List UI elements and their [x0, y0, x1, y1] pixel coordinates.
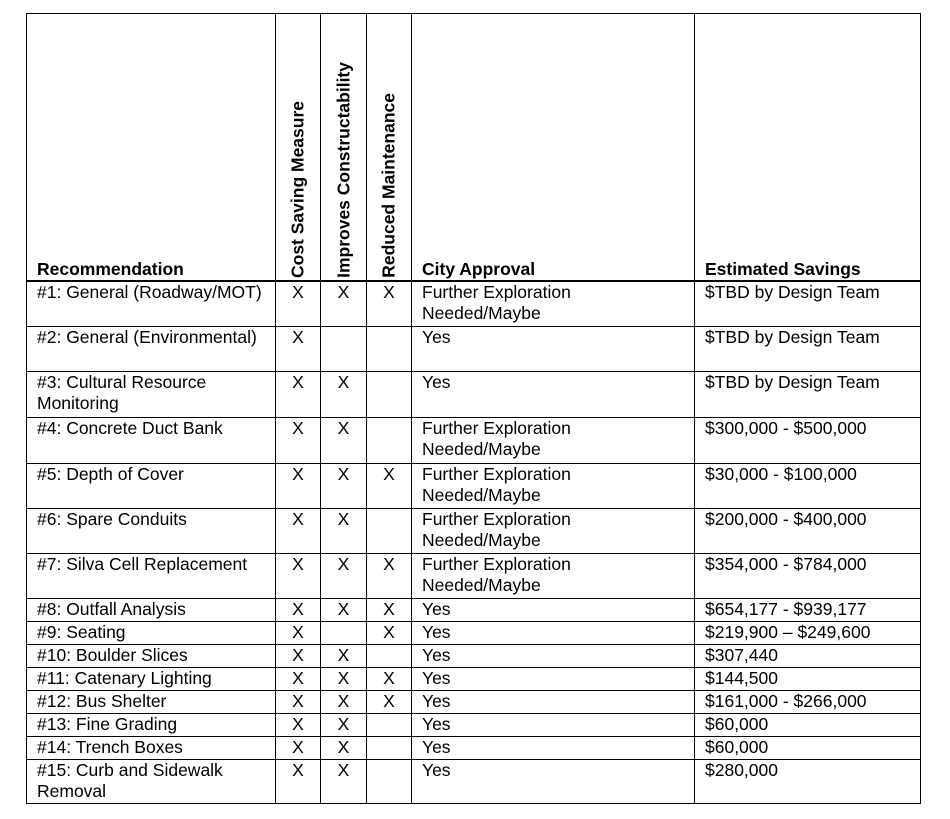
constructability-cell: X: [321, 464, 367, 509]
maintenance-cell: X: [367, 691, 412, 714]
city-approval-cell: Yes: [412, 691, 695, 714]
table-row: [27, 737, 921, 760]
table-row: [27, 464, 921, 509]
estimated-savings-cell: $161,000 - $266,000: [695, 691, 921, 714]
constructability-cell: X: [321, 737, 367, 760]
estimated-savings-cell: $300,000 - $500,000: [695, 418, 921, 464]
city-approval-cell: Further Exploration Needed/Maybe: [412, 509, 695, 554]
city-approval-cell: Yes: [412, 622, 695, 645]
cost-saving-cell: X: [276, 464, 321, 509]
city-approval-cell: Yes: [412, 737, 695, 760]
estimated-savings-cell: $60,000: [695, 737, 921, 760]
table-row: [27, 691, 921, 714]
header-cost-saving: [276, 14, 321, 281]
header-maintenance-label: Reduced Maintenance: [378, 92, 399, 278]
recommendation-cell: #2: General (Environmental): [27, 327, 276, 372]
table-row: [27, 599, 921, 622]
maintenance-cell: X: [367, 668, 412, 691]
recommendation-cell: #12: Bus Shelter: [27, 691, 276, 714]
header-constructability: [321, 14, 367, 281]
recommendation-cell: #7: Silva Cell Replacement: [27, 554, 276, 599]
estimated-savings-cell: $654,177 - $939,177: [695, 599, 921, 622]
estimated-savings-cell: $TBD by Design Team: [695, 281, 921, 327]
header-recommendation: Recommendation: [27, 14, 276, 281]
table-body: [27, 281, 921, 804]
cost-saving-cell: X: [276, 668, 321, 691]
header-maintenance: [367, 14, 412, 281]
cost-saving-cell: X: [276, 714, 321, 737]
estimated-savings-cell: $219,900 – $249,600: [695, 622, 921, 645]
constructability-cell: X: [321, 714, 367, 737]
city-approval-cell: Yes: [412, 372, 695, 418]
maintenance-cell: X: [367, 464, 412, 509]
maintenance-cell: [367, 372, 412, 418]
header-estimated-savings: Estimated Savings: [695, 14, 921, 281]
estimated-savings-cell: $TBD by Design Team: [695, 327, 921, 372]
constructability-cell: X: [321, 418, 367, 464]
header-cost-saving-label: Cost Saving Measure: [287, 100, 308, 278]
estimated-savings-cell: $354,000 - $784,000: [695, 554, 921, 599]
recommendations-table: [26, 13, 921, 804]
estimated-savings-cell: $30,000 - $100,000: [695, 464, 921, 509]
cost-saving-cell: X: [276, 622, 321, 645]
maintenance-cell: X: [367, 599, 412, 622]
estimated-savings-cell: $TBD by Design Team: [695, 372, 921, 418]
estimated-savings-cell: $280,000: [695, 760, 921, 804]
recommendation-cell: #9: Seating: [27, 622, 276, 645]
constructability-cell: X: [321, 691, 367, 714]
city-approval-cell: Further Exploration Needed/Maybe: [412, 554, 695, 599]
recommendation-cell: #8: Outfall Analysis: [27, 599, 276, 622]
maintenance-cell: [367, 327, 412, 372]
city-approval-cell: Further Exploration Needed/Maybe: [412, 418, 695, 464]
estimated-savings-cell: $307,440: [695, 645, 921, 668]
maintenance-cell: [367, 418, 412, 464]
estimated-savings-cell: $200,000 - $400,000: [695, 509, 921, 554]
table-row: [27, 668, 921, 691]
cost-saving-cell: X: [276, 418, 321, 464]
constructability-cell: [321, 622, 367, 645]
cost-saving-cell: X: [276, 691, 321, 714]
cost-saving-cell: X: [276, 372, 321, 418]
recommendation-cell: #4: Concrete Duct Bank: [27, 418, 276, 464]
recommendation-cell: #5: Depth of Cover: [27, 464, 276, 509]
cost-saving-cell: X: [276, 554, 321, 599]
cost-saving-cell: X: [276, 645, 321, 668]
recommendation-cell: #14: Trench Boxes: [27, 737, 276, 760]
recommendation-cell: #6: Spare Conduits: [27, 509, 276, 554]
constructability-cell: X: [321, 372, 367, 418]
maintenance-cell: X: [367, 554, 412, 599]
maintenance-cell: [367, 509, 412, 554]
cost-saving-cell: X: [276, 281, 321, 327]
table-row: [27, 372, 921, 418]
cost-saving-cell: X: [276, 760, 321, 804]
recommendation-cell: #1: General (Roadway/MOT): [27, 281, 276, 327]
recommendation-cell: #10: Boulder Slices: [27, 645, 276, 668]
constructability-cell: X: [321, 599, 367, 622]
city-approval-cell: Yes: [412, 599, 695, 622]
constructability-cell: X: [321, 668, 367, 691]
table-row: [27, 327, 921, 372]
recommendation-cell: #15: Curb and Sidewalk Removal: [27, 760, 276, 804]
table-row: [27, 554, 921, 599]
cost-saving-cell: X: [276, 509, 321, 554]
table-row: [27, 418, 921, 464]
city-approval-cell: Yes: [412, 668, 695, 691]
table-row: [27, 714, 921, 737]
table-row: [27, 622, 921, 645]
constructability-cell: [321, 327, 367, 372]
header-city-approval: City Approval: [412, 14, 695, 281]
cost-saving-cell: X: [276, 737, 321, 760]
city-approval-cell: Yes: [412, 327, 695, 372]
recommendation-cell: #3: Cultural Resource Monitoring: [27, 372, 276, 418]
city-approval-cell: Yes: [412, 714, 695, 737]
maintenance-cell: X: [367, 281, 412, 327]
cost-saving-cell: X: [276, 599, 321, 622]
constructability-cell: X: [321, 281, 367, 327]
constructability-cell: X: [321, 645, 367, 668]
constructability-cell: X: [321, 554, 367, 599]
cost-saving-cell: X: [276, 327, 321, 372]
table-row: [27, 281, 921, 327]
maintenance-cell: X: [367, 622, 412, 645]
recommendation-cell: #13: Fine Grading: [27, 714, 276, 737]
table-row: [27, 509, 921, 554]
header-constructability-label: Improves Constructability: [333, 61, 353, 278]
maintenance-cell: [367, 737, 412, 760]
city-approval-cell: Further Exploration Needed/Maybe: [412, 281, 695, 327]
constructability-cell: X: [321, 760, 367, 804]
city-approval-cell: Further Exploration Needed/Maybe: [412, 464, 695, 509]
header-row: [27, 14, 921, 281]
maintenance-cell: [367, 760, 412, 804]
estimated-savings-cell: $144,500: [695, 668, 921, 691]
table-row: [27, 760, 921, 804]
table-row: [27, 645, 921, 668]
constructability-cell: X: [321, 509, 367, 554]
city-approval-cell: Yes: [412, 760, 695, 804]
recommendation-cell: #11: Catenary Lighting: [27, 668, 276, 691]
maintenance-cell: [367, 645, 412, 668]
maintenance-cell: [367, 714, 412, 737]
city-approval-cell: Yes: [412, 645, 695, 668]
estimated-savings-cell: $60,000: [695, 714, 921, 737]
